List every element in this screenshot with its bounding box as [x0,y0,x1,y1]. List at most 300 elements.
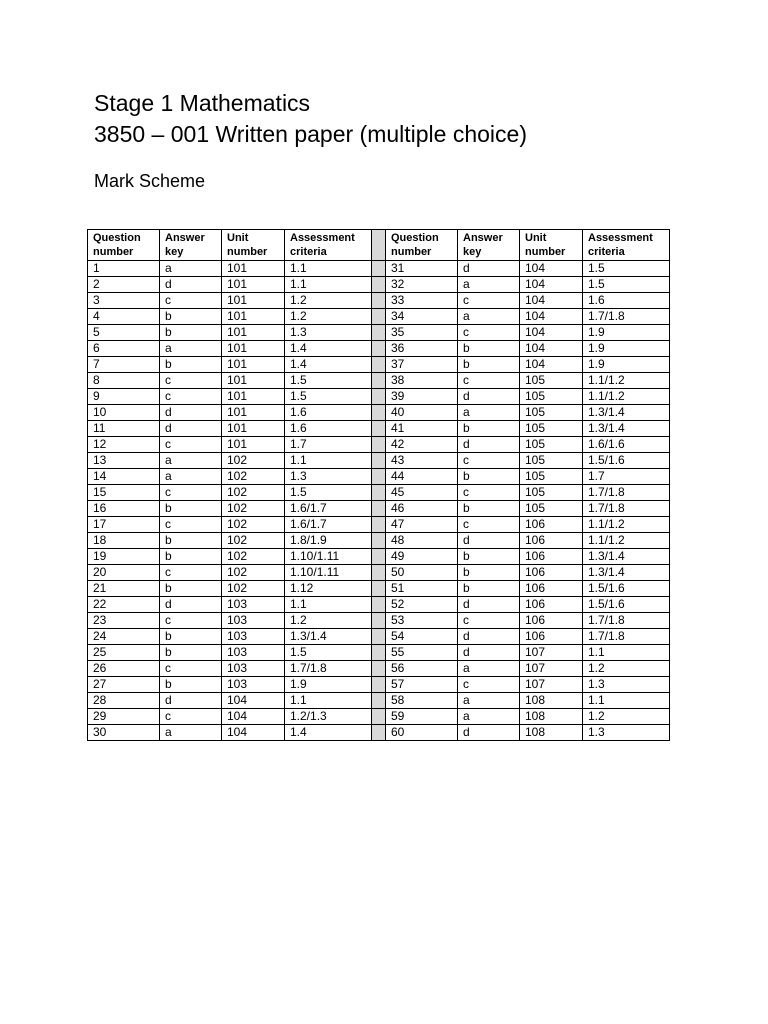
column-separator [372,549,386,565]
table-row [88,533,670,549]
unit-number-cell: 101 [222,309,285,325]
column-separator [372,501,386,517]
unit-number-cell: 104 [520,277,583,293]
answer-key-cell: c [458,293,520,309]
answer-key-cell: b [160,645,222,661]
answer-key-cell: c [160,709,222,725]
column-separator [372,709,386,725]
column-separator [372,661,386,677]
question-number-cell: 20 [88,565,160,581]
assessment-criteria-cell: 1.1 [583,645,670,661]
question-number-cell: 51 [386,581,458,597]
unit-number-cell: 106 [520,549,583,565]
header-text: Unit [525,232,547,244]
column-separator [372,693,386,709]
unit-number-cell: 104 [222,709,285,725]
unit-number-cell: 103 [222,661,285,677]
answer-key-cell: b [458,469,520,485]
answer-key-cell: b [160,581,222,597]
question-number-cell: 48 [386,533,458,549]
assessment-criteria-cell: 1.5 [285,485,372,501]
question-number-cell: 57 [386,677,458,693]
assessment-criteria-cell: 1.5/1.6 [583,581,670,597]
unit-number-cell: 105 [520,389,583,405]
assessment-criteria-cell: 1.1/1.2 [583,517,670,533]
column-separator [372,485,386,501]
answer-key-cell: b [160,533,222,549]
unit-number-cell: 102 [222,469,285,485]
question-number-cell: 8 [88,373,160,389]
assessment-criteria-cell: 1.10/1.11 [285,565,372,581]
table-row [88,373,670,389]
question-number-cell: 12 [88,437,160,453]
assessment-criteria-cell: 1.7/1.8 [583,309,670,325]
question-number-cell: 2 [88,277,160,293]
header-answer-key [458,230,520,261]
assessment-criteria-cell: 1.1/1.2 [583,373,670,389]
question-number-cell: 56 [386,661,458,677]
header-text: Answer [165,232,205,244]
assessment-criteria-cell: 1.7/1.8 [583,501,670,517]
column-separator [372,645,386,661]
answer-key-cell: c [160,485,222,501]
header-answer-key [160,230,222,261]
answer-key-cell: b [160,325,222,341]
unit-number-cell: 103 [222,645,285,661]
table-row [88,309,670,325]
answer-key-cell: a [160,469,222,485]
unit-number-cell: 103 [222,629,285,645]
unit-number-cell: 105 [520,453,583,469]
unit-number-cell: 105 [520,421,583,437]
column-separator [372,533,386,549]
answer-key-cell: d [160,597,222,613]
answer-key-cell: c [458,517,520,533]
header-text: Assessment [588,232,653,244]
assessment-criteria-cell: 1.2 [583,661,670,677]
column-separator [372,453,386,469]
question-number-cell: 53 [386,613,458,629]
question-number-cell: 21 [88,581,160,597]
assessment-criteria-cell: 1.1 [285,261,372,277]
assessment-criteria-cell: 1.4 [285,341,372,357]
table-row [88,485,670,501]
table-row [88,389,670,405]
table-header [88,230,670,261]
table-row [88,357,670,373]
answer-key-cell: c [458,613,520,629]
assessment-criteria-cell: 1.5 [285,373,372,389]
answer-key-cell: c [160,293,222,309]
assessment-criteria-cell: 1.9 [285,677,372,693]
question-number-cell: 39 [386,389,458,405]
answer-key-cell: d [160,405,222,421]
table-row [88,677,670,693]
question-number-cell: 23 [88,613,160,629]
question-number-cell: 36 [386,341,458,357]
unit-number-cell: 107 [520,661,583,677]
header-text: Unit [227,232,249,244]
table-row [88,437,670,453]
unit-number-cell: 107 [520,645,583,661]
question-number-cell: 13 [88,453,160,469]
section-heading: Mark Scheme [94,171,206,191]
header-assessment-criteria [285,230,372,261]
answer-key-cell: a [458,277,520,293]
unit-number-cell: 105 [520,501,583,517]
table-row [88,469,670,485]
header-text: criteria [588,246,625,258]
question-number-cell: 19 [88,549,160,565]
column-separator [372,613,386,629]
answer-key-cell: b [160,549,222,565]
assessment-criteria-cell: 1.3 [285,325,372,341]
unit-number-cell: 108 [520,725,583,741]
header-row [88,230,670,261]
assessment-criteria-cell: 1.3 [285,469,372,485]
question-number-cell: 26 [88,661,160,677]
assessment-criteria-cell: 1.6/1.7 [285,517,372,533]
assessment-criteria-cell: 1.5 [285,645,372,661]
column-separator [372,309,386,325]
question-number-cell: 49 [386,549,458,565]
question-number-cell: 24 [88,629,160,645]
assessment-criteria-cell: 1.3 [583,725,670,741]
header-text: number [525,246,566,258]
answer-key-cell: b [160,357,222,373]
assessment-criteria-cell: 1.7 [583,469,670,485]
unit-number-cell: 104 [520,325,583,341]
unit-number-cell: 104 [520,261,583,277]
assessment-criteria-cell: 1.9 [583,325,670,341]
answer-key-cell: b [160,501,222,517]
answer-key-cell: d [458,629,520,645]
question-number-cell: 43 [386,453,458,469]
question-number-cell: 9 [88,389,160,405]
paper-title: 3850 – 001 Written paper (multiple choice) [94,121,527,147]
column-separator [372,261,386,277]
assessment-criteria-cell: 1.6 [583,293,670,309]
question-number-cell: 29 [88,709,160,725]
question-number-cell: 27 [88,677,160,693]
assessment-criteria-cell: 1.6/1.7 [285,501,372,517]
table-row [88,581,670,597]
header-text: number [227,246,268,258]
column-separator [372,421,386,437]
question-number-cell: 42 [386,437,458,453]
question-number-cell: 1 [88,261,160,277]
question-number-cell: 31 [386,261,458,277]
header-assessment-criteria [583,230,670,261]
table-row [88,565,670,581]
unit-number-cell: 108 [520,709,583,725]
question-number-cell: 58 [386,693,458,709]
unit-number-cell: 104 [222,693,285,709]
answer-key-cell: b [458,565,520,581]
unit-number-cell: 104 [520,357,583,373]
question-number-cell: 45 [386,485,458,501]
answer-key-cell: d [458,725,520,741]
unit-number-cell: 106 [520,597,583,613]
assessment-criteria-cell: 1.5 [285,389,372,405]
header-text: criteria [290,246,327,258]
unit-number-cell: 106 [520,565,583,581]
question-number-cell: 6 [88,341,160,357]
table-row [88,261,670,277]
answer-key-cell: d [160,277,222,293]
answer-key-cell: d [160,421,222,437]
assessment-criteria-cell: 1.3/1.4 [583,405,670,421]
assessment-criteria-cell: 1.7 [285,437,372,453]
unit-number-cell: 101 [222,293,285,309]
answer-key-cell: c [458,485,520,501]
answer-key-cell: c [458,373,520,389]
answer-key-cell: b [160,309,222,325]
assessment-criteria-cell: 1.1/1.2 [583,389,670,405]
assessment-criteria-cell: 1.6 [285,405,372,421]
answer-key-cell: d [160,693,222,709]
unit-number-cell: 102 [222,581,285,597]
answer-key-cell: b [160,677,222,693]
unit-number-cell: 101 [222,437,285,453]
question-number-cell: 17 [88,517,160,533]
answer-key-cell: a [160,725,222,741]
answer-key-cell: d [458,597,520,613]
table-row [88,661,670,677]
answer-key-cell: a [458,309,520,325]
assessment-criteria-cell: 1.1/1.2 [583,533,670,549]
answer-key-cell: a [458,709,520,725]
table-row [88,725,670,741]
unit-number-cell: 101 [222,373,285,389]
answer-key-cell: c [160,389,222,405]
header-text: Answer [463,232,503,244]
answer-key-cell: d [458,533,520,549]
unit-number-cell: 103 [222,677,285,693]
answer-key-cell: a [160,453,222,469]
assessment-criteria-cell: 1.3/1.4 [583,421,670,437]
table-row [88,613,670,629]
assessment-criteria-cell: 1.6 [285,421,372,437]
question-number-cell: 32 [386,277,458,293]
answer-key-cell: b [458,341,520,357]
answer-key-cell: c [160,613,222,629]
table-body [88,261,670,741]
unit-number-cell: 105 [520,437,583,453]
table-row [88,597,670,613]
assessment-criteria-cell: 1.9 [583,357,670,373]
unit-number-cell: 106 [520,629,583,645]
question-number-cell: 35 [386,325,458,341]
assessment-criteria-cell: 1.10/1.11 [285,549,372,565]
answer-key-cell: a [458,405,520,421]
answer-key-cell: a [160,341,222,357]
unit-number-cell: 104 [520,309,583,325]
table-row [88,693,670,709]
question-number-cell: 54 [386,629,458,645]
answer-key-cell: d [458,645,520,661]
header-unit-number [520,230,583,261]
column-separator [372,341,386,357]
assessment-criteria-cell: 1.8/1.9 [285,533,372,549]
answer-key-cell: b [458,421,520,437]
column-separator [372,469,386,485]
table-row [88,293,670,309]
table-row [88,709,670,725]
question-number-cell: 41 [386,421,458,437]
unit-number-cell: 104 [222,725,285,741]
question-number-cell: 16 [88,501,160,517]
table-row [88,325,670,341]
assessment-criteria-cell: 1.5/1.6 [583,453,670,469]
question-number-cell: 38 [386,373,458,389]
answer-key-cell: b [458,357,520,373]
assessment-criteria-cell: 1.2 [583,709,670,725]
unit-number-cell: 101 [222,277,285,293]
assessment-criteria-cell: 1.1 [583,693,670,709]
assessment-criteria-cell: 1.1 [285,277,372,293]
header-text: Question [391,232,439,244]
question-number-cell: 22 [88,597,160,613]
question-number-cell: 47 [386,517,458,533]
unit-number-cell: 106 [520,581,583,597]
assessment-criteria-cell: 1.1 [285,453,372,469]
answer-key-cell: b [458,501,520,517]
table-row [88,629,670,645]
column-separator [372,325,386,341]
table-row [88,405,670,421]
question-number-cell: 7 [88,357,160,373]
table-row [88,517,670,533]
answer-key-cell: c [160,565,222,581]
column-separator [372,277,386,293]
question-number-cell: 46 [386,501,458,517]
header-unit-number [222,230,285,261]
assessment-criteria-cell: 1.2 [285,613,372,629]
column-separator [372,725,386,741]
header-text: key [463,246,482,258]
unit-number-cell: 104 [520,341,583,357]
question-number-cell: 28 [88,693,160,709]
column-separator [372,517,386,533]
answer-key-cell: d [458,261,520,277]
column-separator [372,437,386,453]
question-number-cell: 4 [88,309,160,325]
answer-key-cell: c [160,437,222,453]
unit-number-cell: 105 [520,373,583,389]
assessment-criteria-cell: 1.1 [285,597,372,613]
unit-number-cell: 101 [222,261,285,277]
assessment-criteria-cell: 1.3/1.4 [285,629,372,645]
header-text: number [391,246,432,258]
question-number-cell: 18 [88,533,160,549]
question-number-cell: 34 [386,309,458,325]
column-separator [372,230,386,261]
assessment-criteria-cell: 1.3/1.4 [583,549,670,565]
header-text: Assessment [290,232,355,244]
mark-scheme-table [87,229,670,741]
question-number-cell: 25 [88,645,160,661]
unit-number-cell: 101 [222,325,285,341]
assessment-criteria-cell: 1.7/1.8 [285,661,372,677]
assessment-criteria-cell: 1.7/1.8 [583,629,670,645]
unit-number-cell: 102 [222,485,285,501]
unit-number-cell: 105 [520,485,583,501]
answer-key-cell: d [458,437,520,453]
unit-number-cell: 103 [222,613,285,629]
question-number-cell: 30 [88,725,160,741]
answer-key-cell: a [458,693,520,709]
header-text: key [165,246,184,258]
answer-key-cell: c [458,677,520,693]
column-separator [372,581,386,597]
assessment-criteria-cell: 1.5 [583,261,670,277]
header-question-number [386,230,458,261]
question-number-cell: 33 [386,293,458,309]
unit-number-cell: 104 [520,293,583,309]
table-row [88,645,670,661]
answer-key-cell: c [458,453,520,469]
unit-number-cell: 102 [222,565,285,581]
question-number-cell: 3 [88,293,160,309]
unit-number-cell: 102 [222,549,285,565]
assessment-criteria-cell: 1.2 [285,309,372,325]
header-text: number [93,246,134,258]
unit-number-cell: 107 [520,677,583,693]
question-number-cell: 40 [386,405,458,421]
answer-key-cell: c [160,661,222,677]
answer-key-cell: a [458,661,520,677]
assessment-criteria-cell: 1.2 [285,293,372,309]
column-separator [372,629,386,645]
unit-number-cell: 101 [222,389,285,405]
column-separator [372,565,386,581]
column-separator [372,405,386,421]
assessment-criteria-cell: 1.5 [583,277,670,293]
assessment-criteria-cell: 1.5/1.6 [583,597,670,613]
question-number-cell: 11 [88,421,160,437]
question-number-cell: 59 [386,709,458,725]
unit-number-cell: 102 [222,517,285,533]
assessment-criteria-cell: 1.4 [285,357,372,373]
header-text: Question [93,232,141,244]
unit-number-cell: 103 [222,597,285,613]
column-separator [372,293,386,309]
assessment-criteria-cell: 1.1 [285,693,372,709]
unit-number-cell: 102 [222,533,285,549]
unit-number-cell: 106 [520,533,583,549]
table-row [88,501,670,517]
assessment-criteria-cell: 1.3 [583,677,670,693]
answer-key-cell: c [160,373,222,389]
answer-key-cell: b [458,581,520,597]
column-separator [372,389,386,405]
unit-number-cell: 108 [520,693,583,709]
table-row [88,421,670,437]
column-separator [372,373,386,389]
answer-key-cell: b [458,549,520,565]
column-separator [372,357,386,373]
unit-number-cell: 102 [222,501,285,517]
question-number-cell: 52 [386,597,458,613]
document-title: Stage 1 Mathematics [94,90,311,116]
question-number-cell: 37 [386,357,458,373]
assessment-criteria-cell: 1.2/1.3 [285,709,372,725]
question-number-cell: 55 [386,645,458,661]
assessment-criteria-cell: 1.12 [285,581,372,597]
question-number-cell: 44 [386,469,458,485]
question-number-cell: 14 [88,469,160,485]
